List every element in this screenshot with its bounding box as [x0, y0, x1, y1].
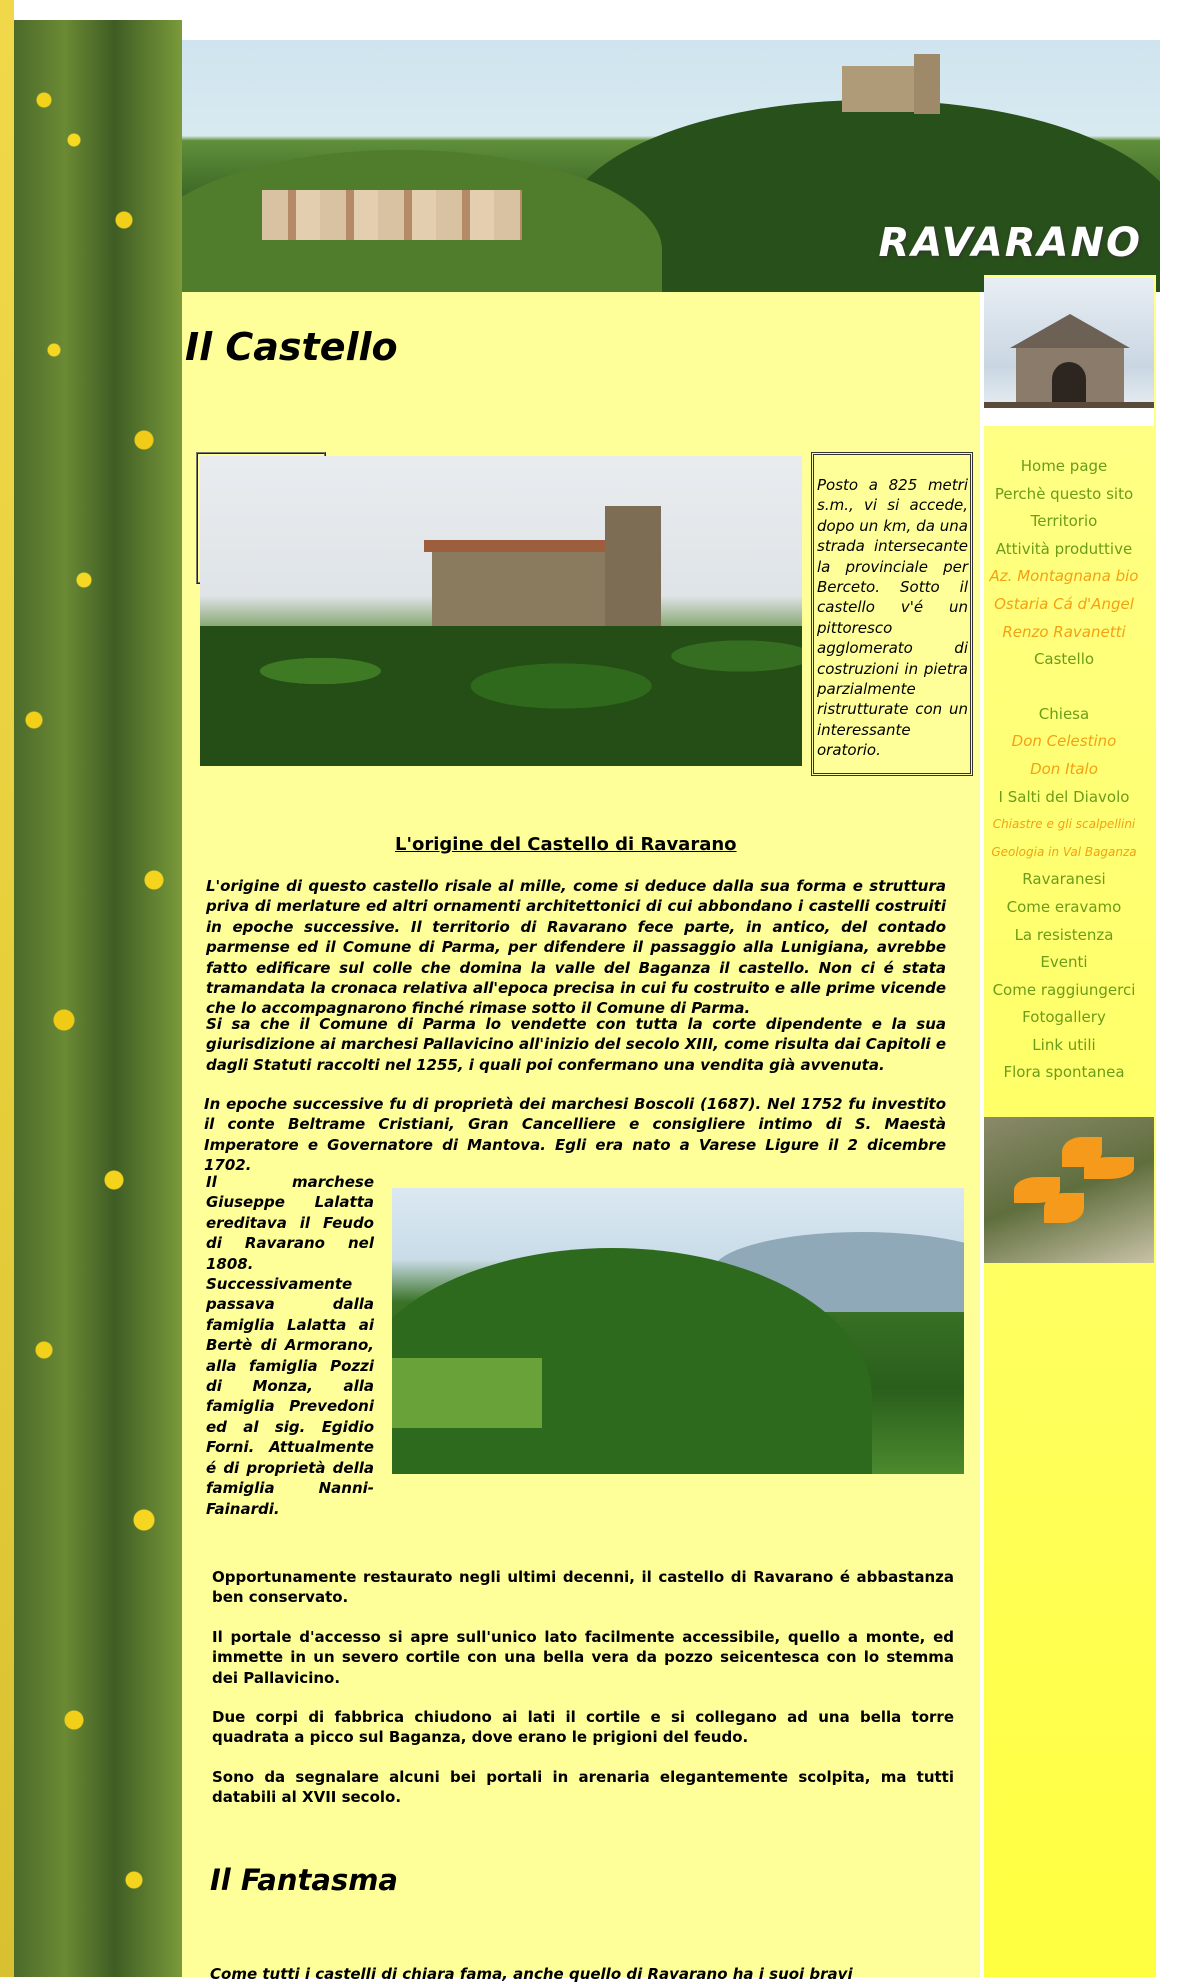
page-title: Il Castello	[185, 325, 398, 369]
nav-la-resistenza[interactable]: La resistenza	[1014, 925, 1114, 944]
nav-spacer	[984, 674, 1144, 701]
lily-petal	[1084, 1157, 1134, 1179]
nav-fotogallery[interactable]: Fotogallery	[1022, 1008, 1106, 1027]
left-border-strip	[0, 0, 14, 1977]
paragraph-fantasma: Come tutti i castelli di chiara fama, anche quello di Ravarano ha i suoi bravi	[210, 1965, 853, 1983]
banner-castle-tower	[914, 54, 940, 114]
site-navigation	[984, 453, 1144, 1087]
lily-petal	[1044, 1193, 1084, 1223]
nav-chiastre-scalpellini[interactable]: Chiastre e gli scalpellini	[992, 817, 1136, 832]
paragraph-portale: Il portale d'accesso si apre sull'unico lato facilmente accessibile, quello a monte, ed immette in un severo cortile con una bella vera da pozzo seicentesca con lo stemma dei Pallavicino.	[212, 1628, 954, 1687]
valley-field	[392, 1358, 542, 1428]
nav-geologia-val-baganza[interactable]: Geologia in Val Baganza	[991, 844, 1137, 859]
info-box-text: Posto a 825 metri s.m., vi si accede, dopo un km, da una strada intersecante la provinciale per Berceto. Sotto il castello v'é un pittoresco agglomerato di costruzioni in pietra parzialmente ristrutturate con un interessante oratorio.	[817, 476, 968, 760]
ghost-section-title: Il Fantasma	[210, 1863, 399, 1897]
section-title: L'origine del Castello di Ravarano	[395, 834, 737, 855]
paragraph-portali: Sono da segnalare alcuni bei portali in arenaria elegantemente scolpita, ma tutti databili al XVII secolo.	[212, 1768, 954, 1807]
paragraph-corpi-fabbrica: Due corpi di fabbrica chiudono ai lati il cortile e si collegano ad una bella torre quadrata a picco sul Baganza, dove erano le prigioni del feudo.	[212, 1708, 954, 1747]
paragraph-pallavicino: Si sa che il Comune di Parma lo vendette con tutta la corte dipendente e la sua giurisdizione ai marchesi Pallavicino all'inizio del secolo XIII, come risulta dai Capitoli e dagli Statuti raccolti nel 1255, i quali poi confermano una vendita già avvenuta.	[206, 1015, 946, 1074]
chapel-roof	[1010, 314, 1130, 348]
nav-salti-del-diavolo[interactable]: I Salti del Diavolo	[998, 787, 1130, 806]
banner-castle	[842, 66, 922, 112]
nav-castello[interactable]: Castello	[1033, 650, 1095, 669]
castle-photo	[200, 456, 802, 766]
nav-territorio[interactable]: Territorio	[1030, 512, 1098, 531]
header-banner	[182, 40, 1160, 292]
paragraph-origin: L'origine di questo castello risale al mille, come si deduce dalla sua forma e struttura priva di merlature ed altri ornamenti architettonici di cui abbondano i castelli costruiti in epoche successive. Il territorio di Ravarano fece parte, in antico, del contado parmense ed il Comune di Parma, per difendere il passaggio alla Lunigiana, avrebbe fatto edificare sul colle che domina la valle del Baganza il castello. Non ci é stata tramandata la cronaca relativa all'epoca precisa in cui fu costruito e alle prime vicende che lo accompagnarono finché rimase sotto il Comune di Parma.	[206, 877, 946, 1018]
nav-eventi[interactable]: Eventi	[1040, 953, 1088, 972]
nav-az-montagnana-bio[interactable]: Az. Montagnana bio	[989, 567, 1139, 586]
nav-don-celestino[interactable]: Don Celestino	[1011, 732, 1117, 751]
nav-come-raggiungerci[interactable]: Come raggiungerci	[992, 980, 1136, 999]
chapel-door	[1052, 362, 1086, 406]
right-sidebar	[984, 275, 1156, 1977]
nav-come-eravamo[interactable]: Come eravamo	[1006, 897, 1122, 916]
nav-don-italo[interactable]: Don Italo	[1030, 759, 1098, 778]
nav-flora-spontanea[interactable]: Flora spontanea	[1003, 1063, 1125, 1082]
castle-trees	[200, 626, 802, 766]
paragraph-restaurato: Opportunamente restaurato negli ultimi decenni, il castello di Ravarano é abbastanza ben conservato.	[212, 1568, 954, 1607]
info-box	[811, 452, 973, 776]
lily-flower-photo	[984, 1117, 1154, 1263]
banner-title: RAVARANO	[878, 220, 1142, 266]
nav-link-utili[interactable]: Link utili	[1032, 1035, 1096, 1054]
flower-sidebar-image	[14, 20, 182, 1977]
nav-renzo-ravanetti[interactable]: Renzo Ravanetti	[1002, 622, 1126, 641]
paragraph-boscoli: In epoche successive fu di proprietà dei marchesi Boscoli (1687). Nel 1752 fu investito il conte Beltrame Cristiani, Gran Cancelliere e consigliere intimo di S. Maestà Imperatore e Governatore di Mantova. Egli era nato a Varese Ligure il 2 dicembre 1702.	[204, 1095, 946, 1175]
nav-home-page[interactable]: Home page	[1020, 457, 1108, 475]
nav-ostaria-ca-dangel[interactable]: Ostaria Cá d'Angel	[994, 594, 1134, 613]
nav-chiesa[interactable]: Chiesa	[1038, 704, 1090, 723]
nav-perche-questo-sito[interactable]: Perchè questo sito	[994, 484, 1134, 503]
chapel-photo	[984, 278, 1154, 426]
paragraph-lalatta: Il marchese Giuseppe Lalatta ereditava il Feudo di Ravarano nel 1808. Successivamente passava dalla famiglia Lalatta ai Bertè di Armorano, alla famiglia Pozzi di Monza, alla famiglia Prevedoni ed al sig. Egidio Forni. Attualmente é di proprietà della famiglia Nanni-Fainardi.	[206, 1173, 374, 1518]
valley-photo	[392, 1188, 964, 1474]
banner-village	[262, 190, 522, 240]
nav-ravaranesi[interactable]: Ravaranesi	[1022, 870, 1106, 889]
chapel-snow	[984, 408, 1154, 426]
nav-attivita-produttive[interactable]: Attività produttive	[995, 539, 1133, 558]
